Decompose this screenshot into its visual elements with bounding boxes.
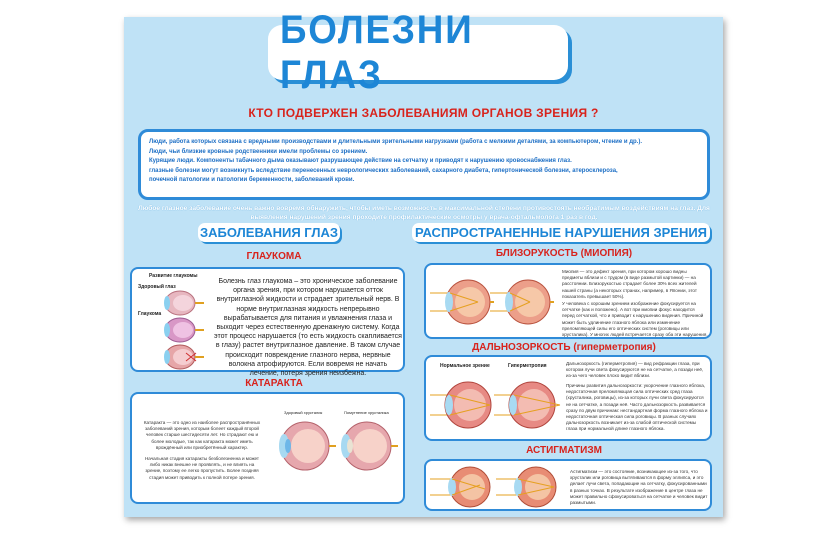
myopia-text-1: Миопия — это дефект зрения, при котором хорошо видны предметы вблизи и с трудом (в виде размытой картинки) — на расстоянии. Близорукостью страдает более 30% всех жителей нашей страны (а некоторых странах, например, в Японии, этот показатель превышает 50%). [562,269,697,299]
intro-line: Люди, чьи близкие кровные родственники имели проблемы со зрением. [149,148,368,155]
glaucoma-label-healthy: Здоровый глаз [138,284,176,290]
risk-groups-box [138,129,710,200]
cataract-eye-illustration [272,416,402,476]
hyperopia-label-hyperopia: Гиперметропия [508,363,547,369]
astigmatism-text: Астигматизм — это состояние, возникающее из-за того, что хрусталик или роговица вытягиваются в форму эллипса, и это делает лучи света, попадающие на сетчатку, фокусированными в разных точках. В результате изображение в центре глаза не может правильно сфокусироваться на сетчатке и человек видит размытыми. [570,469,708,506]
astigmatism-heading: АСТИГМАТИЗМ [526,445,602,456]
hyperopia-panel [424,355,712,441]
glaucoma-text: Болезнь глаз глаукома – это хроническое заболевание органа зрения, при котором нарушается отток внутриглазной жидкости и страдает зрительный нерв. В норме внутриглазная жидкость непрерывно вырабатывается для питания и увлажнения глаза и выходит через естественную дренажную систему. Когда этот процесс нарушается (то есть жидкость скапливается в глазу) растет внутриглазное давление. В таком случае происходит повреждение глазного нерва, нервные волокна атрофируются. Если вовремя не начать лечение, потеря зрения неизбежна. [214,278,402,378]
hyperopia-text-2: Причины развития дальнозоркости: укорочение глазного яблока, недостаточная преломляющая сила оптических сред глаза (хрусталика, роговицы), из-за которых лучи света фокусируются не на сетчатке, а позади неё. Часто дальнозоркость развивается сразу по двум причинам: нестандартная форма глазного яблока и недостаточная оптическая сила роговицы. В разных случаях дальнозоркость возникает из-за слабой оптической системы глаза при нормальной длине глазного яблока. [566,383,708,432]
hyperopia-text-1: Дальнозоркость (гиперметропия) — вид рефракции глаза, при котором лучи света фокусируются не на сетчатке, а позади неё, из-за чего человек плохо видит вблизи. [566,361,704,379]
myopia-panel [424,263,712,339]
astigmatism-panel [424,459,712,511]
glaucoma-eye-illustration [156,289,206,371]
title-banner [268,7,568,97]
cataract-panel [130,392,405,504]
myopia-heading: БЛИЗОРУКОСТЬ (МИОПИЯ) [495,248,633,259]
hyperopia-heading: ДАЛЬНОЗОРКОСТЬ (гиперметропия) [472,342,656,353]
glaucoma-label-development: Развитие глаукомы [149,273,198,279]
astigmatism-eye-illustration [430,463,566,511]
lead-paragraph: Любое глазное заболевание очень важно вовремя обнаружить, чтобы иметь возможность в максимальной степени противостоять необратимым воздействиям на глаз. Для выявления нарушений зрения проходите профилактические осмотры у врача-офтальмолога 1 раз в год. [138,205,710,221]
glaucoma-panel [130,267,405,378]
cataract-heading: КАТАРАКТА [245,378,303,389]
intro-line: глазные болезни могут возникнуть вследствие перенесенных неврологических заболеваний, сахарного диабета, гипертонической болезни, атеросклероза, [149,167,618,174]
glaucoma-heading: ГЛАУКОМА [246,251,302,262]
intro-line: Люди, работа которых связана с вредными производствами и длительными зрительными нагрузками (работа с мелкими деталями, за компьютером, чтение и др.). [149,139,643,145]
cataract-label-clouded: Помутнение хрусталика [344,410,389,415]
section-heading-disorders: РАСПРОСТРАНЕННЫЕ НАРУШЕНИЯ ЗРЕНИЯ [412,223,710,242]
cataract-label-healthy: Здоровый хрусталик [284,410,323,415]
hyperopia-eye-illustration [430,373,560,437]
glaucoma-label-glaucoma: Глаукома [138,311,162,317]
section-heading-diseases: ЗАБОЛЕВАНИЯ ГЛАЗ [198,223,340,242]
cataract-text-2: Начальная стадия катаракты безболезненна и может либо никак внешне не проявлять, и не влиять на зрение, поэтому ее легко пропустить. Более поздняя стадия может приводить к полной потере зрения. [144,456,260,480]
intro-line: почечной патологии и патологии беременности, заболеваний крови. [149,177,355,184]
intro-line: Курящие люди. Компоненты табачного дыма оказывают разрушающее действие на сетчатку и приводят к нарушению кровоснабжения глаз. [149,158,572,165]
poster-board [124,7,723,517]
hyperopia-label-normal: Нормальное зрение [440,363,490,369]
poster-subtitle: КТО ПОДВЕРЖЕН ЗАБОЛЕВАНИЯМ ОРГАНОВ ЗРЕНИЯ ? [248,106,599,120]
myopia-eye-illustration [430,271,556,333]
myopia-text-2: У человека с хорошим зрением изображение фокусируется на сетчатке (как и положено). А вот при миопии фокус находится перед сетчаткой, что и приводит к нарушению видения. Причиной может быть удлинение глазного яблока или изменение преломляющей силы его оптических систем (роговицы или хрусталика). У многих людей встречается сразу оба эти нарушения. [562,301,708,338]
poster-title: БОЛЕЗНИ ГЛАЗ [280,7,474,97]
cataract-text-1: Катаракта — это одно из наиболее распространённых заболеваний зрения, которым болеет каждый второй человек старше шестидесяти лет. Но страдают ею и более молодые, так как катаракта может иметь врождённый или приобретённый характер. [143,420,261,450]
